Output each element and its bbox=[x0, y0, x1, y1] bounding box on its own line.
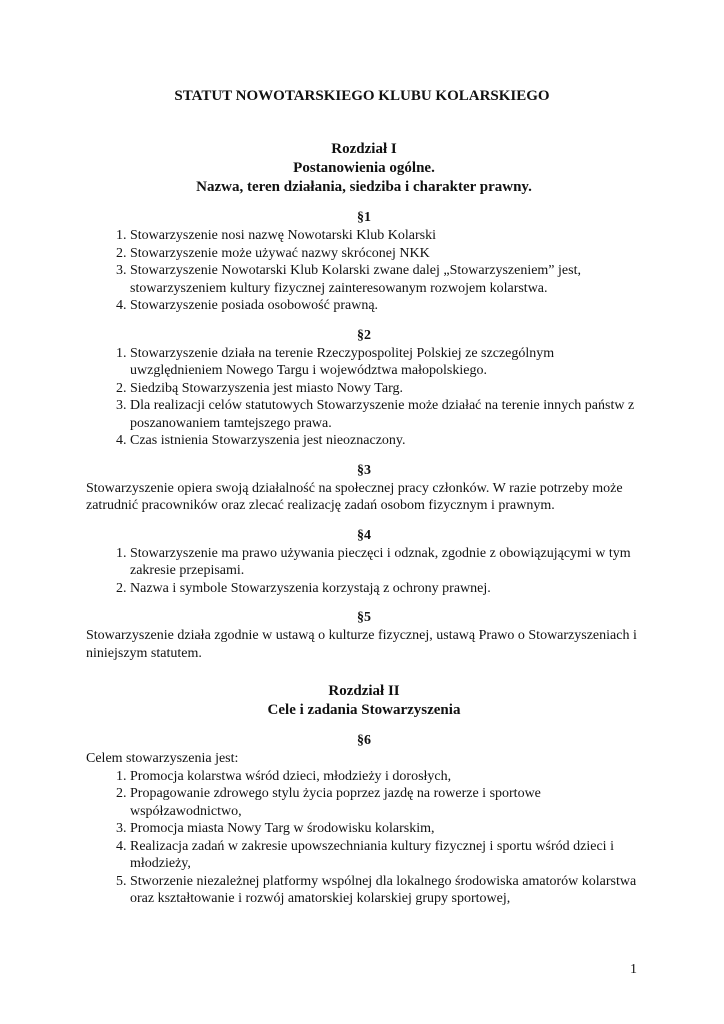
list-item: 1. Promocja kolarstwa wśród dzieci, młodzieży i dorosłych, bbox=[130, 768, 642, 786]
list-item: 4. Czas istnienia Stowarzyszenia jest nieoznaczony. bbox=[130, 432, 642, 450]
section-6-list bbox=[86, 768, 642, 908]
section-3-heading: §3 bbox=[357, 462, 371, 478]
chapter-1-title: Postanowienia ogólne. bbox=[293, 160, 435, 176]
chapter-2-number: Rozdział II bbox=[328, 683, 400, 699]
list-item: 2. Nazwa i symbole Stowarzyszenia korzystają z ochrony prawnej. bbox=[130, 580, 642, 598]
list-item: 1. Stowarzyszenie ma prawo używania pieczęci i odznak, zgodnie z obowiązującymi w tym zakresie przepisami. bbox=[130, 545, 642, 580]
section-4-list bbox=[86, 545, 642, 598]
list-item: 3. Dla realizacji celów statutowych Stowarzyszenie może działać na terenie innych państw z poszanowaniem tamtejszego prawa. bbox=[130, 397, 642, 432]
section-2-list bbox=[86, 345, 642, 450]
list-item: 3. Promocja miasta Nowy Targ w środowisku kolarskim, bbox=[130, 820, 642, 838]
document-body bbox=[86, 140, 642, 908]
chapter-2-title: Cele i zadania Stowarzyszenia bbox=[267, 702, 461, 718]
chapter-1-heading bbox=[86, 140, 642, 197]
list-item: 2. Stowarzyszenie może używać nazwy skróconej NKK bbox=[130, 245, 642, 263]
list-item: 1. Stowarzyszenie działa na terenie Rzeczypospolitej Polskiej ze szczególnym uwzględnieniem Nowego Targu i województwa małopolskiego. bbox=[130, 345, 642, 380]
chapter-1-number: Rozdział I bbox=[331, 141, 397, 157]
section-1-heading: §1 bbox=[357, 210, 371, 225]
list-item: 4. Stowarzyszenie posiada osobowość prawną. bbox=[130, 297, 642, 315]
section-6-intro: Celem stowarzyszenia jest: bbox=[86, 751, 239, 766]
section-5-text: Stowarzyszenie działa zgodnie w ustawą o kulturze fizycznej, ustawą Prawo o Stowarzyszeniach i niniejszym statutem. bbox=[86, 628, 637, 661]
list-item: 1. Stowarzyszenie nosi nazwę Nowotarski Klub Kolarski bbox=[130, 227, 642, 245]
section-1-list bbox=[86, 227, 642, 315]
page-number: 1 bbox=[630, 962, 637, 977]
chapter-2-heading bbox=[86, 682, 642, 720]
document-title: STATUT NOWOTARSKIEGO KLUBU KOLARSKIEGO bbox=[174, 88, 550, 104]
list-item: 5. Stworzenie niezależnej platformy wspólnej dla lokalnego środowiska amatorów kolarstwa oraz kształtowanie i rozwój amatorskiej kolarskiej grupy sportowej, bbox=[130, 873, 642, 908]
section-2-heading: §2 bbox=[357, 327, 371, 343]
list-item: 3. Stowarzyszenie Nowotarski Klub Kolarski zwane dalej „Stowarzyszeniem” jest, stowarzyszeniem kultury fizycznej zainteresowanym rozwojem kolarstwa. bbox=[130, 262, 642, 297]
list-item: 2. Propagowanie zdrowego stylu życia poprzez jazdę na rowerze i sportowe współzawodnictwo, bbox=[130, 785, 642, 820]
list-item: 4. Realizacja zadań w zakresie upowszechniania kultury fizycznej i sportu wśród dzieci i młodzieży, bbox=[130, 838, 642, 873]
section-5-heading: §5 bbox=[357, 610, 371, 625]
list-item: 2. Siedzibą Stowarzyszenia jest miasto Nowy Targ. bbox=[130, 380, 642, 398]
section-4-heading: §4 bbox=[357, 527, 371, 543]
chapter-1-subtitle: Nazwa, teren działania, siedziba i charakter prawny. bbox=[196, 179, 532, 195]
section-6-heading: §6 bbox=[357, 733, 371, 748]
section-3-text: Stowarzyszenie opiera swoją działalność na społecznej pracy członków. W razie potrzeby może zatrudnić pracowników oraz zlecać realizację zadań osobom fizycznym i prawnym. bbox=[86, 480, 623, 513]
